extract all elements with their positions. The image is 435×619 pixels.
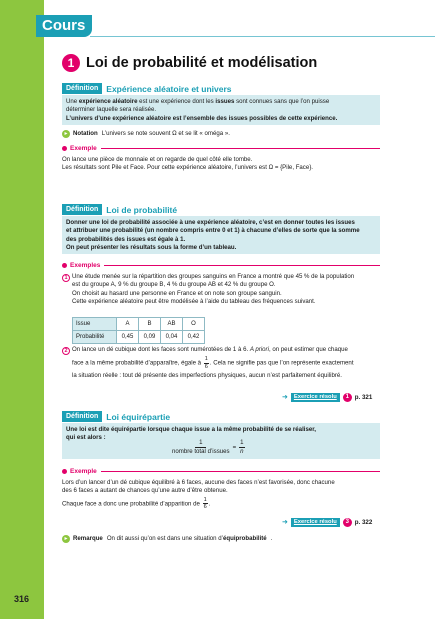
example-header [62, 467, 380, 476]
exercise-link-label[interactable]: Exercice résolu [291, 518, 340, 527]
example-line: la situation réelle : tout dé présente des imperfections physiques, aucun n’est parfaitement équilibré. [72, 372, 342, 380]
example-rule [101, 471, 380, 472]
example-2-text [72, 346, 382, 381]
definition-header-univers [62, 82, 231, 95]
section-title [62, 53, 317, 73]
example-line: est du groupe A, 9 % du groupe B, 4 % du groupe AB et 42 % du groupe O. [72, 281, 276, 289]
definition-text: déterminer laquelle sera réalisée. [66, 106, 157, 114]
definition-box-univers [62, 95, 380, 125]
definition-text: Une loi est dite équirépartie lorsque chaque issue a la même probabilité de se réaliser, [66, 426, 316, 433]
definition-text: et attribuer une probabilité (un nombre compris entre 0 et 1) à chacune d’elles de sorte que la somme [66, 227, 360, 235]
table-cell: 0,09 [139, 331, 161, 344]
table-cell: 0,45 [117, 331, 139, 344]
example-text [62, 156, 380, 173]
table-row [73, 318, 205, 331]
example-line: face a la même probabilité d’apparaître, égale à $\frac{1}{6}$ . Cela ne signifie pas que l’on représente exactement [72, 356, 354, 370]
definition-title: Loi équirépartie [106, 411, 171, 422]
table-row [73, 331, 205, 344]
equals-sign: = [232, 444, 237, 451]
example-line: On lance une pièce de monnaie et on regarde de quel côté elle tombe. [62, 156, 253, 163]
definition-text: qui est alors : [66, 434, 106, 442]
bullet-dot-icon [62, 263, 67, 268]
exercise-page: p. 321 [354, 393, 373, 401]
definition-title: Loi de probabilité [106, 204, 178, 215]
table-cell: AB [161, 318, 183, 331]
example-line: On lance un dé cubique dont les faces sont numérotées de 1 à 6. A priori, on peut estimer que chaque [72, 346, 348, 353]
table-cell: B [139, 318, 161, 331]
equiprobability-formula [172, 439, 245, 456]
definition-text: Une expérience aléatoire est une expérience dont les issues sont connues sans que l’on puisse [66, 98, 330, 105]
example-text [62, 479, 380, 511]
notation-text: L’univers se note souvent Ω et se lit « oméga ». [101, 130, 230, 137]
table-cell: Probabilité [73, 331, 117, 344]
example-line: Cette expérience aléatoire peut être modélisée à l’aide du tableau des fréquences suivant. [72, 298, 316, 306]
examples-header [62, 261, 380, 270]
section-number: 1 [62, 54, 80, 72]
exercise-link-2[interactable] [282, 517, 372, 527]
fraction: $\frac{1}{n}$ [240, 439, 244, 455]
bullet-dot-icon [62, 469, 67, 474]
page-number: 316 [14, 594, 30, 604]
table-cell: Issue [73, 318, 117, 331]
page-sidebar [0, 0, 44, 619]
definition-header-loi [62, 203, 177, 216]
example-number: 2 [62, 347, 70, 355]
table-cell: 0,42 [183, 331, 205, 344]
remark-note [62, 535, 272, 543]
bullet-dot-icon [62, 146, 67, 151]
exercise-number: 3 [343, 518, 352, 527]
example-label: Exemple [70, 145, 97, 152]
example-line: Les résultats sont Pile et Face. Pour cette expérience aléatoire, l’univers est Ω = {Pile, Face}. [62, 164, 313, 172]
frequency-table [72, 317, 205, 344]
arrow-right-icon: ➜ [282, 394, 288, 401]
remark-text: On dit aussi qu’on est dans une situation d’équiprobabilité . [106, 535, 273, 542]
definition-box-loi [62, 216, 380, 254]
arrow-right-icon: ▸ [62, 535, 70, 543]
example-line: Chaque face a donc une probabilité d’apparition de $\frac{1}{6}$ . [62, 496, 211, 511]
fraction: $\frac{1}{\text{nombre total d’issues}}$ [172, 439, 230, 455]
definition-title: Expérience aléatoire et univers [106, 83, 232, 94]
exercise-page: p. 322 [354, 518, 373, 526]
arrow-right-icon: ▸ [62, 130, 70, 138]
definition-text: On peut présenter les résultats sous la forme d’un tableau. [66, 244, 237, 252]
exercise-link-label[interactable]: Exercice résolu [291, 393, 340, 402]
examples-label: Exemples [70, 262, 101, 269]
definition-badge: Définition [62, 83, 102, 94]
table-cell: 0,04 [161, 331, 183, 344]
examples-rule [104, 265, 380, 266]
table-cell: A [117, 318, 139, 331]
example-header [62, 144, 380, 153]
definition-header-equirepartie [62, 410, 170, 423]
section-heading: Loi de probabilité et modélisation [86, 55, 318, 71]
remark-label: Remarque [73, 535, 103, 542]
cours-tab: Cours [36, 15, 92, 37]
exercise-link-1[interactable] [282, 392, 372, 402]
fraction: $\frac{1}{6}$ [204, 356, 208, 370]
example-label: Exemple [70, 468, 97, 475]
example-rule [101, 148, 380, 149]
notation-label: Notation [73, 130, 98, 137]
header-rule [90, 36, 435, 37]
notation-note [62, 130, 230, 138]
definition-badge: Définition [62, 204, 102, 215]
example-number: 1 [62, 274, 70, 282]
definition-text: des probabilités des issues est égale à 1. [66, 235, 186, 243]
exercise-number: 1 [343, 393, 352, 402]
definition-badge: Définition [62, 411, 102, 422]
example-1-text [72, 273, 382, 307]
example-line: On choisit au hasard une personne en France et on note son groupe sanguin. [72, 289, 282, 297]
example-line: Une étude menée sur la répartition des groupes sanguins en France a montré que 45 % de la population [72, 273, 355, 280]
example-line: Lors d’un lancer d’un dé cubique équilibré à 6 faces, aucune des faces n’est favorisée, donc chacune [62, 479, 335, 486]
fraction: $\frac{1}{6}$ [203, 496, 207, 511]
table-cell: O [183, 318, 205, 331]
arrow-right-icon: ➜ [282, 519, 288, 526]
example-line: des 6 faces a autant de chances qu’une autre d’être obtenue. [62, 487, 228, 495]
definition-text: L’univers d’une expérience aléatoire est l’ensemble des issues possibles de cette expérience. [66, 114, 338, 122]
definition-text: Donner une loi de probabilité associée à une expérience aléatoire, c’est en donner toutes les issues [66, 219, 355, 226]
